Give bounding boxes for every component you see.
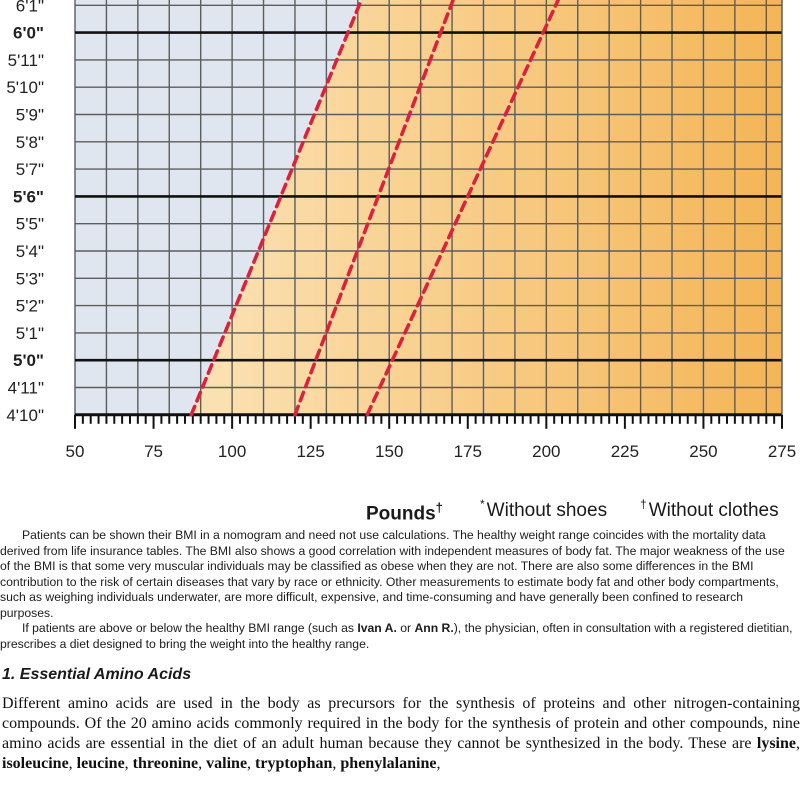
note-without-clothes (640, 497, 779, 528)
x-tick-label: 250 (689, 441, 718, 461)
y-tick-label: 5'9" (15, 105, 44, 125)
p2-text-b: ), the physician, often in consultation with a registered dietitian, prescribes a diet designed to bring the weight into the healthy range. (0, 621, 793, 651)
y-tick-label: 6'0" (12, 23, 44, 43)
y-tick-label: 5'2" (15, 296, 44, 316)
paragraph-essential-amino-acids (2, 694, 800, 774)
amino-acid-name: phenylalanine (340, 755, 437, 772)
x-axis-title (366, 500, 443, 528)
amino-acid-name: leucine (76, 755, 125, 772)
x-axis-title-text: Pounds (366, 503, 436, 525)
amino-acid-name: threonine (132, 755, 199, 772)
page-text (0, 528, 800, 774)
note-text-without-clothes: Without clothes (648, 500, 779, 521)
y-tick-label: 5'3" (15, 269, 44, 289)
x-axis-title-mark: † (435, 500, 443, 515)
list-separator: , (247, 755, 256, 772)
x-tick-label: 225 (610, 441, 640, 461)
amino-acid-name: isoleucine (2, 755, 69, 772)
y-tick-label: 4'11" (7, 378, 44, 398)
x-tick-label: 75 (144, 441, 164, 461)
y-tick-label: 5'5" (15, 214, 44, 234)
x-tick-label: 100 (217, 441, 247, 461)
p3-text: Different amino acids are used in the body as precursors for the synthesis of proteins and other nitrogen-containing compounds. Of the 20 amino acids commonly required in the body for the synthesis of protein and other compounds, nine amino acids are essential in the diet of an adult human because they cannot be synthesized in the body. These are (2, 695, 800, 752)
y-tick-label: 5'0" (12, 351, 44, 371)
y-tick-label: 5'4" (15, 242, 44, 261)
paragraph-bmi-nomogram: Patients can be shown their BMI in a nomogram and need not use calculations. The healthy weight range coincides with the mortality data derived from life insurance tables. The BMI also shows a good correlation with independent measures of body fat. The major weakness of the use of the BMI is that some very muscular individuals may be classified as obese when they are not. There are also some differences in the BMI contribution to the risk of certain diseases that vary by race or ethnicity. Other measurements to estimate body fat and other body compartments, such as weighing individuals underwater, are more difficult, expensive, and time-consuming and have generally been confined to research purposes. (0, 528, 785, 620)
list-separator: , (436, 755, 441, 772)
note-without-shoes (480, 497, 608, 528)
p2-text-or: or (396, 621, 415, 635)
list-separator: , (124, 755, 133, 772)
list-separator: , (332, 755, 341, 772)
amino-acid-name: tryptophan (255, 755, 333, 772)
x-tick-label: 125 (296, 441, 325, 461)
patient-name-ivan: Ivan A. (357, 621, 397, 635)
amino-acid-name: lysine (756, 735, 796, 752)
list-separator: , (68, 755, 77, 772)
y-tick-label: 4'10" (6, 405, 44, 425)
y-tick-label: 5'10" (6, 78, 44, 98)
x-tick-label: 275 (767, 441, 797, 461)
x-tick-label: 200 (532, 441, 561, 461)
x-tick-label: 175 (453, 441, 482, 461)
y-tick-label: 5'8" (15, 132, 44, 152)
note-text-without-shoes: Without shoes (486, 500, 608, 521)
y-tick-label: 5'6" (12, 187, 44, 207)
amino-acid-name: valine (206, 755, 248, 772)
y-tick-label: 5'1" (15, 323, 44, 343)
list-separator: , (198, 755, 207, 772)
note-mark-asterisk: * (480, 497, 485, 511)
y-tick-label: 6'1" (15, 0, 44, 16)
patient-name-ann: Ann R. (414, 621, 454, 635)
x-tick-label: 150 (375, 441, 404, 461)
list-separator: , (796, 735, 800, 752)
p2-text-a: If patients are above or below the healthy BMI range (such as (22, 621, 358, 635)
section-heading: 1. Essential Amino Acids (2, 666, 192, 683)
paragraph-healthy-range (0, 621, 800, 652)
y-tick-label: 5'7" (15, 160, 44, 180)
y-tick-label: 5'11" (7, 50, 44, 70)
x-tick-label: 50 (65, 441, 85, 461)
note-mark-dagger: † (640, 497, 647, 511)
